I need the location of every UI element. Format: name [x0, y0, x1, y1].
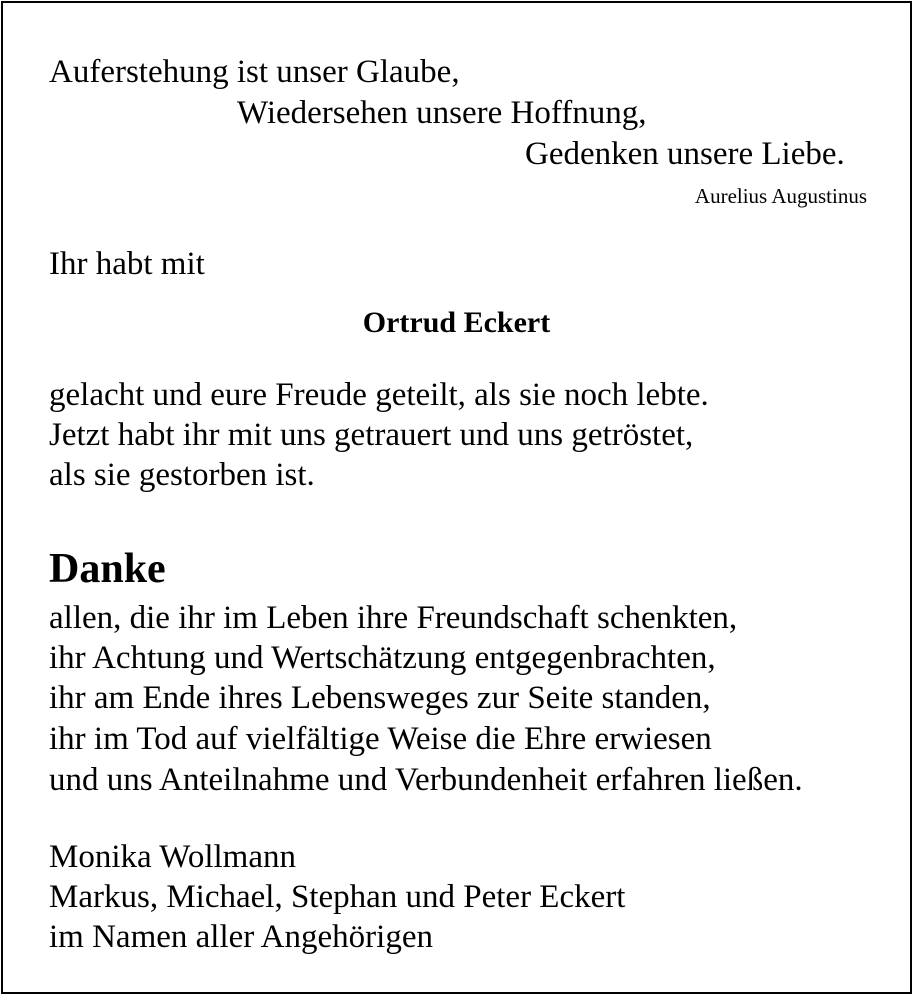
signature-line: Monika Wollmann: [49, 839, 296, 875]
message-line: gelacht und eure Freude geteilt, als sie noch lebte.: [49, 377, 709, 413]
intro-text: Ihr habt mit: [49, 246, 205, 282]
thanks-line: ihr im Tod auf vielfältige Weise die Ehre erwiesen: [49, 721, 712, 757]
thanks-line: ihr Achtung und Wertschätzung entgegenbrachten,: [49, 640, 716, 676]
message-line: als sie gestorben ist.: [49, 457, 315, 493]
quote-author: Aurelius Augustinus: [694, 184, 867, 208]
message-line: Jetzt habt ihr mit uns getrauert und uns getröstet,: [49, 417, 694, 453]
deceased-name: Ortrud Eckert: [362, 306, 551, 339]
quote-line-2: Wiedersehen unsere Hoffnung,: [237, 95, 647, 131]
quote-line-1: Auferstehung ist unser Glaube,: [49, 54, 460, 90]
signature-line: Markus, Michael, Stephan und Peter Eckert: [49, 879, 626, 915]
thanks-heading: Danke: [49, 546, 166, 592]
signature-line: im Namen aller Angehörigen: [49, 919, 433, 955]
thanks-line: und uns Anteilnahme und Verbundenheit erfahren ließen.: [49, 762, 803, 798]
quote-line-3: Gedenken unsere Liebe.: [525, 136, 845, 172]
thanks-line: ihr am Ende ihres Lebensweges zur Seite standen,: [49, 680, 711, 716]
thanks-line: allen, die ihr im Leben ihre Freundschaft schenkten,: [49, 600, 738, 636]
